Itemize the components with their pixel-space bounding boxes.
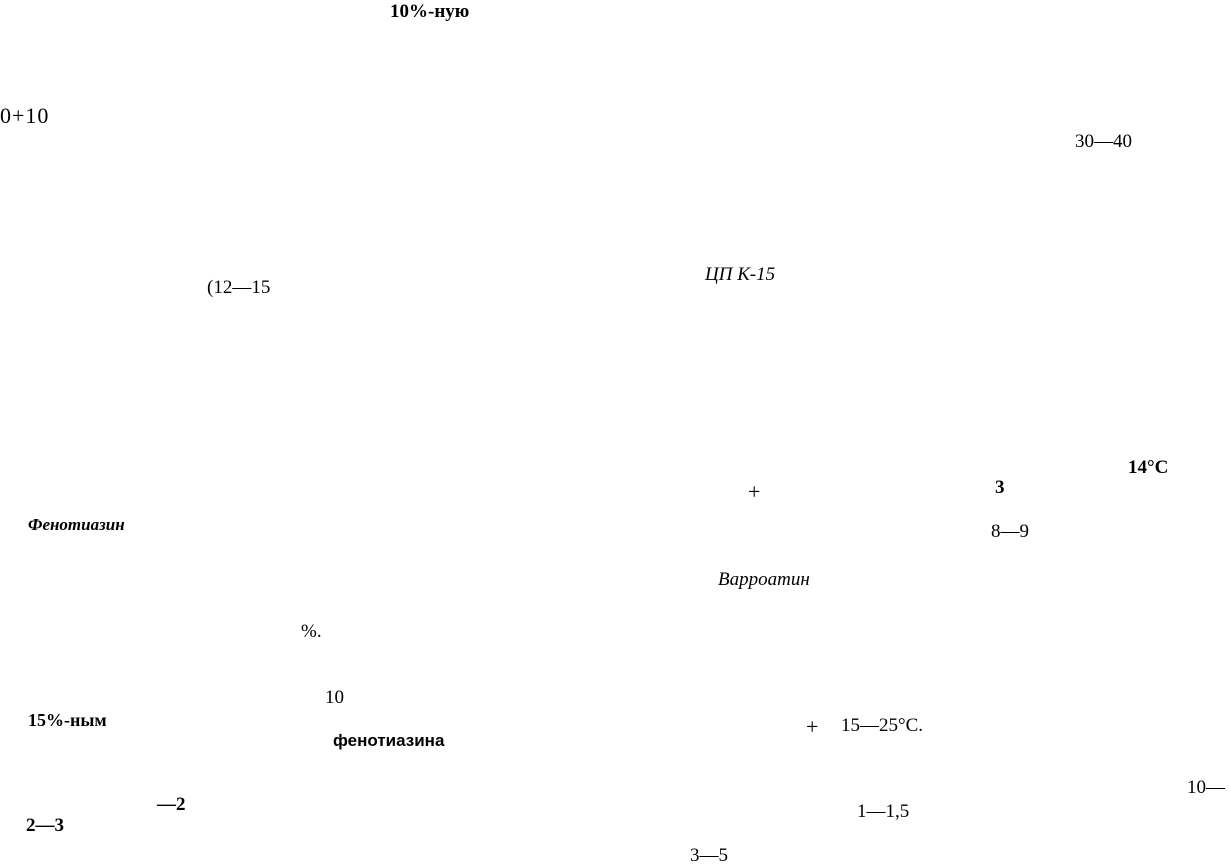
text-fragment-1-1-5: 1—1,5 [857,801,910,822]
text-fragment-three: 3 [995,477,1005,498]
text-fragment-14-degrees: 14°C [1128,457,1169,478]
text-fragment-fenotiazin-italic: Фенотиазин [28,515,125,534]
text-fragment-plus-sign-2: + [806,714,819,739]
text-fragment-varroatin: Варроатин [718,569,810,590]
text-fragment-plus-sign: + [748,479,761,504]
text-fragment-2-3: 2—3 [26,815,64,836]
text-fragment-percent-dot: %. [301,621,322,642]
text-fragment-dash-two: —2 [157,794,186,815]
text-fragment-10-percent: 10%-ную [390,1,470,22]
text-fragment-cpk-15: ЦП К-15 [705,264,776,285]
text-fragment-15-25-degrees: 15—25°C. [841,715,924,736]
text-fragment-15-percent: 15%-ным [28,710,107,730]
text-fragment-zero-plus-ten: 0+10 [0,103,50,128]
text-fragment-fenotiazina: фенотиазина [333,731,445,750]
text-fragment-8-9: 8—9 [991,521,1029,542]
text-fragment-3-5: 3—5 [690,845,728,866]
text-fragment-ten: 10 [325,687,344,708]
text-fragment-30-40: 30—40 [1075,131,1132,152]
text-fragment-12-15: (12—15 [207,277,271,298]
text-fragment-10-dash: 10— [1187,777,1225,798]
